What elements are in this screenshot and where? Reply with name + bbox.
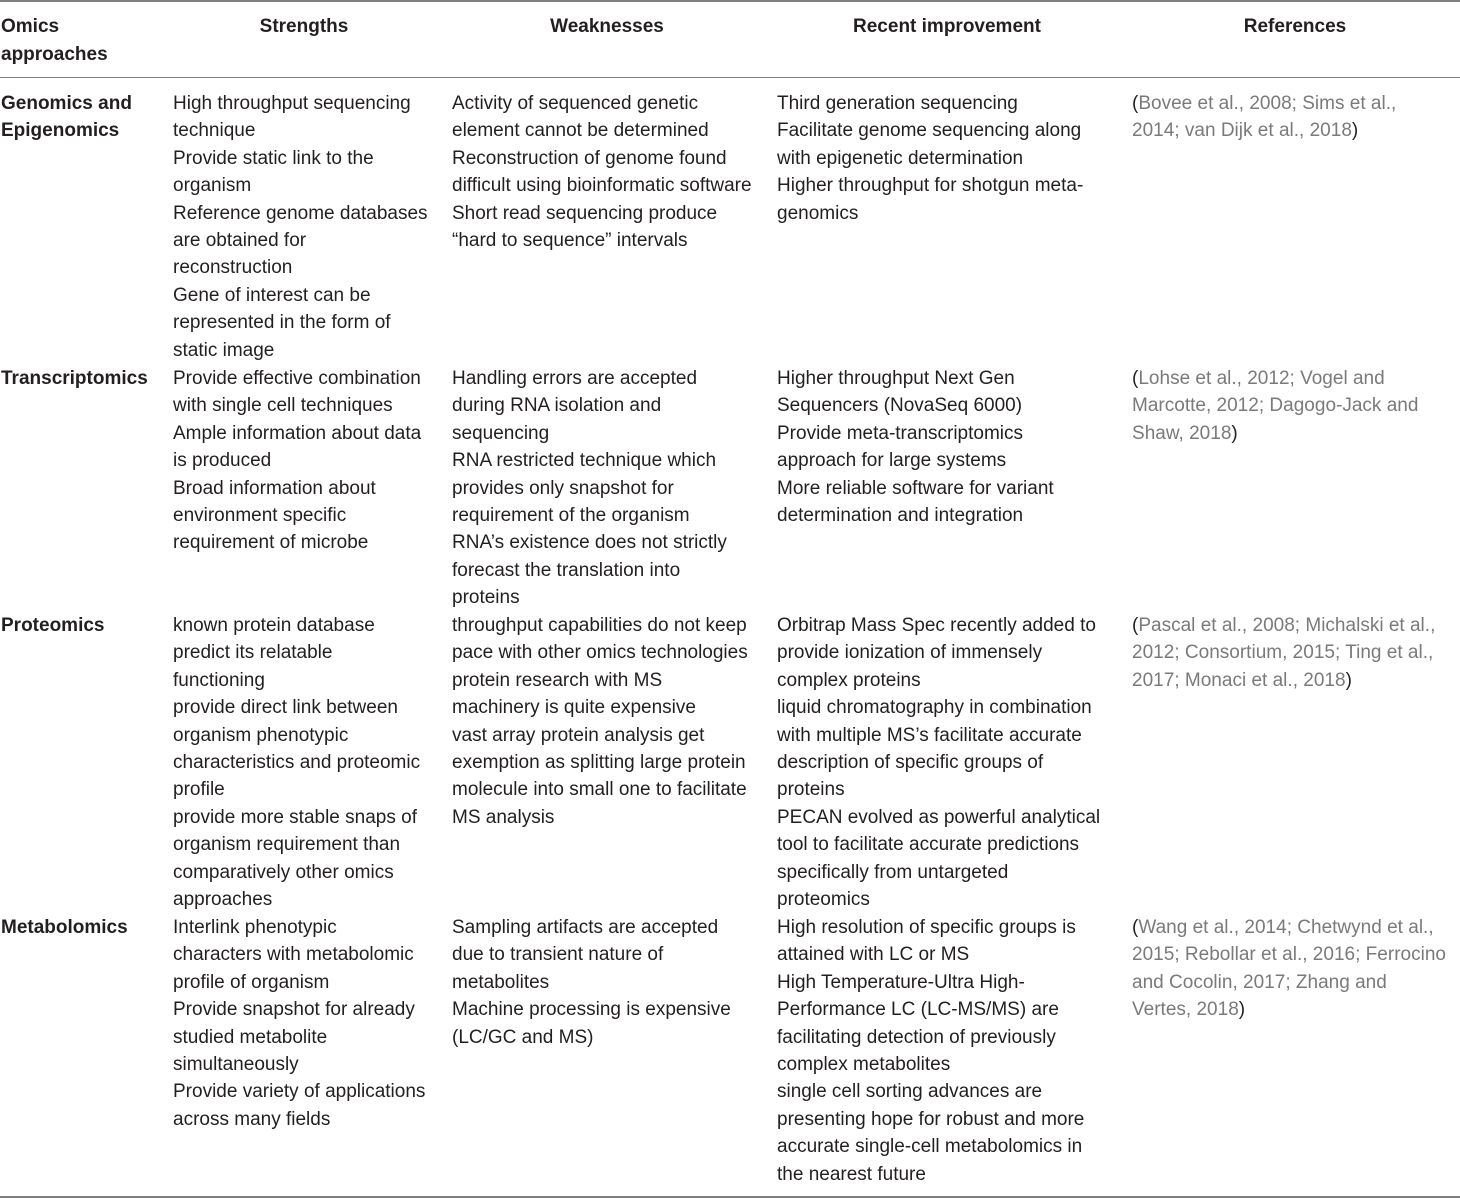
header-rule — [0, 77, 1460, 78]
cell-line: proteins — [777, 779, 845, 801]
weaknesses-cell — [452, 612, 748, 831]
cell-line: Vertes, 2018) — [1132, 999, 1246, 1021]
cell-line: liquid chromatography in combination — [777, 697, 1092, 719]
cell-line: Provide snapshot for already — [173, 999, 415, 1021]
cell-line: “hard to sequence” intervals — [452, 230, 688, 252]
cell-line: 2017; Monaci et al., 2018) — [1132, 669, 1352, 691]
cell-line: Epigenomics — [1, 120, 120, 142]
cell-line: (Bovee et al., 2008; Sims et al., — [1132, 93, 1397, 114]
cell-line: element cannot be determined — [452, 120, 709, 142]
cell-line: molecule into small one to facilitate — [452, 779, 747, 801]
approach-cell — [1, 365, 148, 392]
cell-line: organism requirement than — [173, 834, 401, 856]
improvement-cell — [777, 914, 1084, 1188]
cell-line: RNA’s existence does not strictly — [452, 532, 727, 554]
cell-line: More reliable software for variant — [777, 477, 1054, 499]
approach-cell — [1, 612, 104, 639]
cell-line: Marcotte, 2012; Dagogo-Jack and — [1132, 395, 1419, 417]
cell-line: (LC/GC and MS) — [452, 1026, 594, 1048]
cell-line: proteomics — [777, 889, 870, 911]
header-strengths: Strengths — [259, 16, 349, 37]
cell-line: (Pascal et al., 2008; Michalski et al., — [1132, 615, 1436, 636]
cell-line: profile — [173, 779, 225, 801]
cell-line: specifically from untargeted — [777, 861, 1009, 883]
cell-line: throughput capabilities do not keep — [452, 615, 747, 636]
cell-line: accurate single-cell metabolomics in — [777, 1136, 1083, 1158]
cell-line: presenting hope for robust and more — [777, 1108, 1085, 1130]
cell-line: characteristics and proteomic — [173, 752, 421, 774]
cell-line: determination and integration — [777, 505, 1024, 527]
cell-line: complex metabolites — [777, 1054, 951, 1076]
cell-line: during RNA isolation and — [452, 395, 662, 417]
cell-line: RNA restricted technique which — [452, 450, 717, 472]
cell-line: Interlink phenotypic — [173, 917, 337, 938]
cell-line: complex proteins — [777, 669, 921, 691]
cell-line: Sampling artifacts are accepted — [452, 917, 719, 938]
cell-line: Provide meta-transcriptomics — [777, 422, 1024, 444]
cell-line: metabolites — [452, 971, 550, 993]
cell-line: MS analysis — [452, 806, 555, 828]
improvement-cell — [777, 365, 1054, 529]
cell-line: Metabolomics — [1, 917, 128, 938]
cell-line: Provide effective combination — [173, 368, 421, 389]
cell-line: High Temperature-Ultra High- — [777, 971, 1025, 993]
cell-line: the nearest future — [777, 1163, 926, 1185]
cell-line: Proteomics — [1, 615, 105, 636]
cell-line: Provide variety of applications — [173, 1081, 426, 1103]
references-cell — [1132, 90, 1396, 145]
header-recent-improvement: Recent improvement — [853, 16, 1041, 37]
cell-line: Performance LC (LC-MS/MS) are — [777, 999, 1059, 1021]
cell-line: Ample information about data — [173, 422, 422, 444]
cell-line: (Lohse et al., 2012; Vogel and — [1132, 368, 1385, 389]
cell-line: Gene of interest can be — [173, 284, 371, 306]
cell-line: with epigenetic determination — [777, 147, 1024, 169]
cell-line: protein research with MS — [452, 669, 663, 691]
cell-line: Reference genome databases — [173, 202, 428, 224]
weaknesses-cell — [452, 914, 731, 1051]
cell-line: provides only snapshot for — [452, 477, 674, 499]
cell-line: organism — [173, 175, 252, 197]
cell-line: Higher throughput Next Gen — [777, 368, 1015, 389]
cell-line: difficult using bioinformatic software — [452, 175, 752, 197]
cell-line: provide ionization of immensely — [777, 642, 1043, 664]
cell-line: Short read sequencing produce — [452, 202, 718, 224]
cell-line: approach for large systems — [777, 450, 1007, 472]
cell-line: Machine processing is expensive — [452, 999, 731, 1021]
references-cell — [1132, 914, 1446, 1024]
cell-line: 2012; Consortium, 2015; Ting et al., — [1132, 642, 1434, 664]
header-weaknesses: Weaknesses — [550, 16, 664, 37]
cell-line: are obtained for — [173, 230, 307, 252]
cell-line: proteins — [452, 587, 520, 609]
cell-line: PECAN evolved as powerful analytical — [777, 806, 1101, 828]
cell-line: with single cell techniques — [173, 395, 393, 417]
cell-line: organism phenotypic — [173, 724, 349, 746]
strengths-cell — [173, 90, 428, 364]
cell-line: Broad information about — [173, 477, 376, 499]
cell-line: vast array protein analysis get — [452, 724, 705, 746]
cell-line: and Cocolin, 2017; Zhang and — [1132, 971, 1387, 993]
cell-line: single cell sorting advances are — [777, 1081, 1043, 1103]
cell-line: exemption as splitting large protein — [452, 752, 746, 774]
top-rule — [0, 0, 1460, 2]
cell-line: characters with metabolomic — [173, 944, 414, 966]
cell-line: studied metabolite — [173, 1026, 328, 1048]
cell-line: Third generation sequencing — [777, 93, 1018, 114]
references-cell — [1132, 612, 1435, 694]
strengths-cell — [173, 365, 421, 557]
cell-line: comparatively other omics — [173, 861, 394, 883]
cell-line: technique — [173, 120, 256, 142]
approach-cell — [1, 914, 128, 941]
cell-line: requirement of microbe — [173, 532, 369, 554]
bottom-rule — [0, 1196, 1460, 1198]
cell-line: forecast the translation into — [452, 559, 681, 581]
cell-line: attained with LC or MS — [777, 944, 970, 966]
cell-line: is produced — [173, 450, 272, 472]
weaknesses-cell — [452, 90, 752, 254]
cell-line: facilitating detection of previously — [777, 1026, 1056, 1048]
cell-line: 2015; Rebollar et al., 2016; Ferrocino — [1132, 944, 1446, 966]
cell-line: Higher throughput for shotgun meta- — [777, 175, 1084, 197]
cell-line: tool to facilitate accurate predictions — [777, 834, 1080, 856]
cell-line: machinery is quite expensive — [452, 697, 696, 719]
cell-line: High throughput sequencing — [173, 93, 411, 114]
cell-line: Handling errors are accepted — [452, 368, 698, 389]
cell-line: sequencing — [452, 422, 550, 444]
cell-line: Activity of sequenced genetic — [452, 93, 699, 114]
cell-line: Provide static link to the — [173, 147, 374, 169]
header-line: approaches — [1, 43, 108, 65]
cell-line: provide more stable snaps of — [173, 806, 417, 828]
cell-line: simultaneously — [173, 1054, 299, 1076]
header-references: References — [1243, 16, 1347, 37]
improvement-cell — [777, 90, 1083, 227]
header-line: Omics — [1, 16, 60, 37]
cell-line: Orbitrap Mass Spec recently added to — [777, 615, 1096, 636]
cell-line: profile of organism — [173, 971, 330, 993]
cell-line: Reconstruction of genome found — [452, 147, 727, 169]
cell-line: functioning — [173, 669, 265, 691]
improvement-cell — [777, 612, 1100, 913]
strengths-cell — [173, 612, 420, 913]
cell-line: (Wang et al., 2014; Chetwynd et al., — [1132, 917, 1434, 938]
cell-line: Facilitate genome sequencing along — [777, 120, 1082, 142]
cell-line: provide direct link between — [173, 697, 398, 719]
approach-cell — [1, 90, 132, 145]
cell-line: Sequencers (NovaSeq 6000) — [777, 395, 1023, 417]
cell-line: predict its relatable — [173, 642, 333, 664]
cell-line: approaches — [173, 889, 273, 911]
cell-line: represented in the form of — [173, 312, 391, 334]
header-omics-approaches — [1, 13, 108, 68]
cell-line: Genomics and — [1, 93, 132, 114]
cell-line: description of specific groups of — [777, 752, 1044, 774]
cell-line: Transcriptomics — [1, 368, 148, 389]
cell-line: environment specific — [173, 505, 347, 527]
cell-line: genomics — [777, 202, 859, 224]
cell-line: High resolution of specific groups is — [777, 917, 1076, 938]
cell-line: requirement of the organism — [452, 505, 690, 527]
cell-line: known protein database — [173, 615, 375, 636]
cell-line: reconstruction — [173, 257, 293, 279]
cell-line: pace with other omics technologies — [452, 642, 748, 664]
cell-line: Shaw, 2018) — [1132, 422, 1238, 444]
cell-line: across many fields — [173, 1108, 331, 1130]
cell-line: with multiple MS’s facilitate accurate — [777, 724, 1082, 746]
references-cell — [1132, 365, 1418, 447]
strengths-cell — [173, 914, 425, 1133]
cell-line: 2014; van Dijk et al., 2018) — [1132, 120, 1359, 142]
cell-line: static image — [173, 339, 275, 361]
weaknesses-cell — [452, 365, 727, 612]
cell-line: due to transient nature of — [452, 944, 664, 966]
